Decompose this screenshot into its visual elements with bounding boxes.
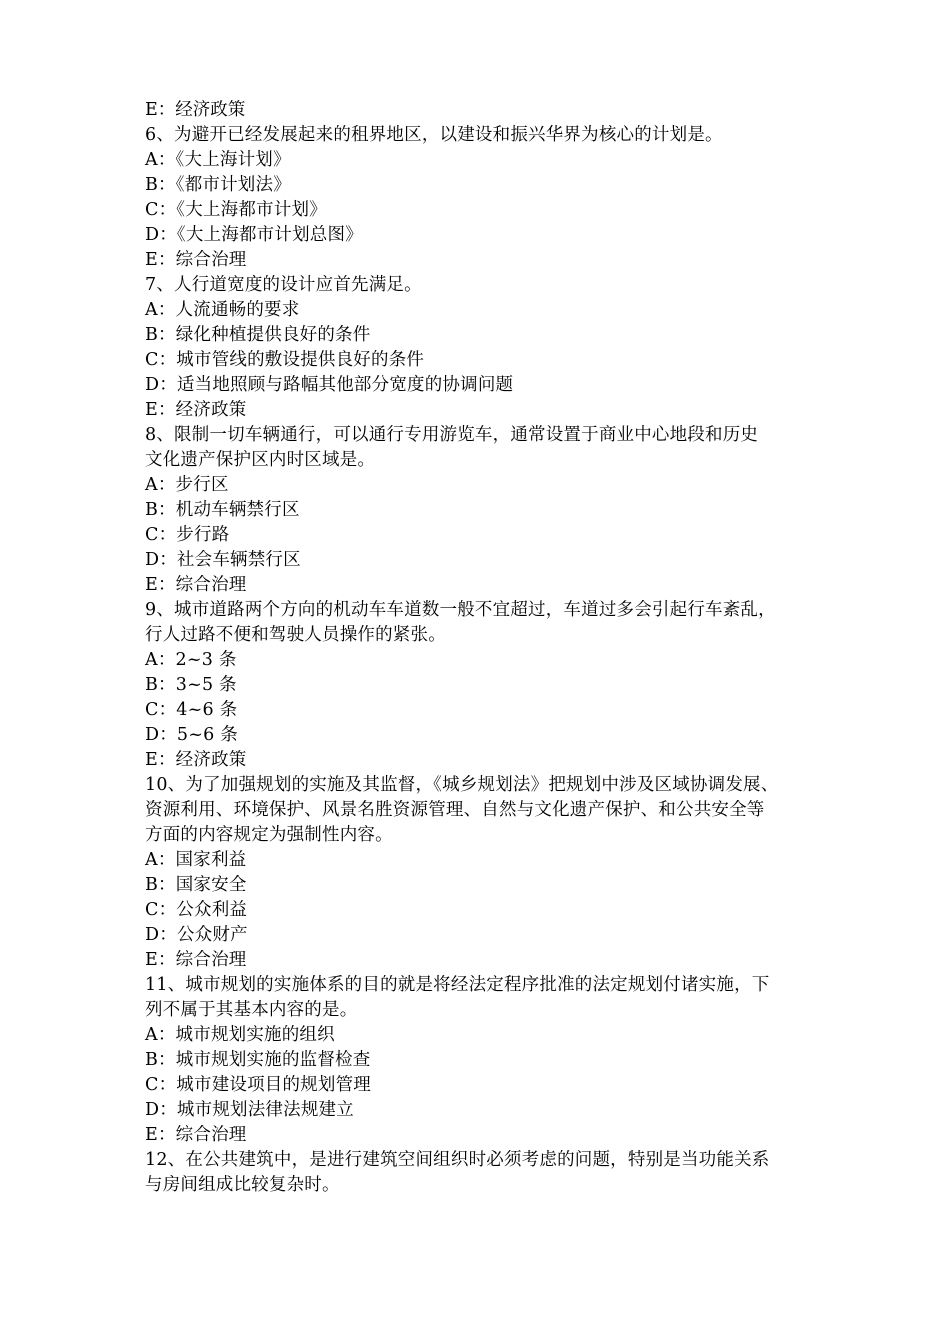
- question-stem-line: 列不属于其基本内容的是。: [145, 1000, 358, 1020]
- option-e: E：综合治理: [145, 575, 247, 595]
- option-a: A：步行区: [145, 475, 229, 495]
- question-12: [145, 1148, 825, 1198]
- question-stem-line: 资源利用、环境保护、风景名胜资源管理、自然与文化遗产保护、和公共安全等: [145, 800, 765, 820]
- option-e: E：经济政策: [145, 750, 247, 770]
- option-c: C：城市管线的敷设提供良好的条件: [145, 350, 425, 370]
- question-8: [145, 423, 825, 598]
- question-9: [145, 598, 825, 773]
- question-stem-line: 8、限制一切车辆通行，可以通行专用游览车，通常设置于商业中心地段和历史: [145, 425, 759, 445]
- option-b: B：城市规划实施的监督检查: [145, 1050, 371, 1070]
- option-b: B：3~5 条: [145, 675, 237, 695]
- question-stem-line: 7、人行道宽度的设计应首先满足。: [145, 275, 422, 295]
- question-7: [145, 273, 825, 423]
- option-c: C：步行路: [145, 525, 230, 545]
- option-d: D：社会车辆禁行区: [145, 550, 301, 570]
- option-a: A：城市规划实施的组织: [145, 1025, 335, 1045]
- question-stem-line: 行人过路不便和驾驶人员操作的紧张。: [145, 625, 446, 645]
- option-a: A：2~3 条: [145, 650, 237, 670]
- option-d: D：适当地照顾与路幅其他部分宽度的协调问题: [145, 375, 514, 395]
- question-stem-line: 9、城市道路两个方向的机动车车道数一般不宜超过，车道过多会引起行车紊乱，: [145, 600, 776, 620]
- option-e: E：综合治理: [145, 1125, 247, 1145]
- question-6: [145, 123, 825, 273]
- option-d: D：公众财产: [145, 925, 248, 945]
- option-b: B：绿化种植提供良好的条件: [145, 325, 371, 345]
- option-d: D：《大上海都市计划总图》: [145, 225, 363, 245]
- option-d: D：5~6 条: [145, 725, 238, 745]
- option-a: A：人流通畅的要求: [145, 300, 300, 320]
- question-stem-line: 6、为避开已经发展起来的租界地区，以建设和振兴华界为核心的计划是。: [145, 125, 723, 145]
- question-stem-line: 方面的内容规定为强制性内容。: [145, 825, 393, 845]
- option-b: B：国家安全: [145, 875, 247, 895]
- question-stem-line: 11、城市规划的实施体系的目的就是将经法定程序批准的法定规划付诸实施，下: [145, 975, 770, 995]
- question-11: [145, 973, 825, 1148]
- option-e: E：经济政策: [145, 400, 247, 420]
- option-c: C：公众利益: [145, 900, 248, 920]
- option-e: E：综合治理: [145, 950, 247, 970]
- option-b: B：机动车辆禁行区: [145, 500, 300, 520]
- question-stem-line: 12、在公共建筑中，是进行建筑空间组织时必须考虑的问题，特别是当功能关系: [145, 1150, 770, 1170]
- question-stem-line: 文化遗产保护区内时区域是。: [145, 450, 376, 470]
- question-stem-line: 10、为了加强规划的实施及其监督，《城乡规划法》把规划中涉及区域协调发展、: [145, 775, 779, 795]
- option-d: D：城市规划法律法规建立: [145, 1100, 354, 1120]
- option-a: A：《大上海计划》: [145, 150, 291, 170]
- option-b: B：《都市计划法》: [145, 175, 291, 195]
- previous-question-option-e: E：经济政策: [145, 100, 246, 120]
- option-c: C：4~6 条: [145, 700, 238, 720]
- option-e: E：综合治理: [145, 250, 247, 270]
- question-10: [145, 773, 825, 973]
- option-a: A：国家利益: [145, 850, 247, 870]
- document-page: [145, 98, 825, 1198]
- option-c: C：城市建设项目的规划管理: [145, 1075, 371, 1095]
- question-stem-line: 与房间组成比较复杂时。: [145, 1175, 340, 1195]
- option-c: C：《大上海都市计划》: [145, 200, 327, 220]
